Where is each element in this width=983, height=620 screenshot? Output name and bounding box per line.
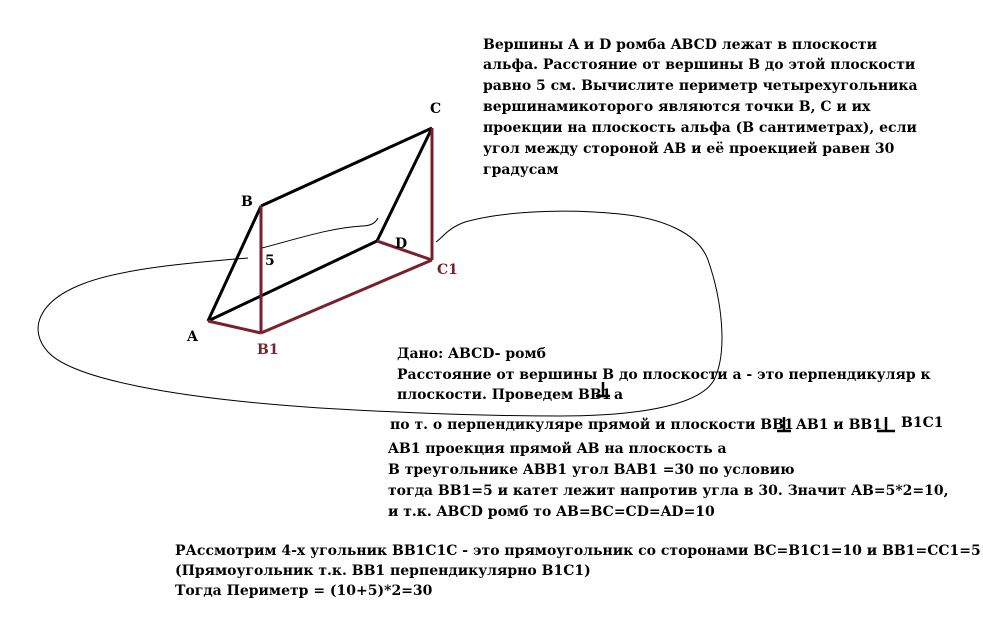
problem-line: угол между стороной AB и её проекцией равен 30 bbox=[483, 141, 895, 157]
edge-CD bbox=[377, 128, 432, 241]
solution-line: a bbox=[614, 387, 624, 403]
conclusion-line: (Прямоугольник т.к. BB1 перпендикулярно B1C1) bbox=[175, 563, 591, 579]
edge-AB bbox=[208, 206, 261, 321]
segment-B1C1 bbox=[261, 260, 432, 333]
solution-line: В треугольнике ABB1 угол BAB1 =30 по условию bbox=[388, 462, 795, 478]
label-D: D bbox=[395, 236, 408, 252]
label-A: A bbox=[187, 329, 198, 345]
solution-line: AB1 проекция прямой AB на плоскость a bbox=[388, 441, 727, 457]
solution-line: плоскости. Проведем BB1 bbox=[397, 387, 612, 403]
label-height-5: 5 bbox=[265, 253, 275, 269]
problem-line: равно 5 см. Вычислите периметр четырехугольника bbox=[483, 78, 918, 94]
solution-line: по т. о перпендикуляре прямой и плоскости BB1 bbox=[390, 417, 794, 433]
problem-line: Вершины A и D ромба ABCD лежат в плоскости bbox=[483, 37, 877, 53]
solution-line: тогда BB1=5 и катет лежит напротив угла в 30. Значит AB=5*2=10, bbox=[388, 483, 949, 499]
solution-line: и т.к. ABCD ромб то AB=BC=CD=AD=10 bbox=[388, 504, 715, 520]
solution-line: AB1 и BB1 bbox=[796, 417, 882, 433]
solution-line: B1C1 bbox=[901, 415, 944, 431]
solution-line: Расстояние от вершины B до плоскости a - это перпендикуляр к bbox=[397, 367, 931, 383]
label-C: C bbox=[430, 101, 442, 117]
conclusion-line: РАссмотрим 4-х угольник BB1C1C - это прямоугольник со сторонами BC=B1C1=10 и BB1=CC1=5 bbox=[175, 543, 981, 559]
problem-line: вершинамикоторого являются точки B, C и их bbox=[483, 99, 871, 115]
conclusion-line: Тогда Периметр = (10+5)*2=30 bbox=[175, 583, 433, 599]
label-B: B bbox=[241, 194, 253, 210]
label-C1: C1 bbox=[437, 262, 458, 278]
problem-line: градусам bbox=[483, 162, 559, 178]
plane-alpha-fold bbox=[262, 218, 378, 248]
segment-AB1 bbox=[208, 321, 261, 333]
edge-BC bbox=[261, 128, 432, 206]
problem-line: проекции на плоскость альфа (В сантиметрах), если bbox=[483, 120, 917, 136]
given-line: Дано: ABCD- ромб bbox=[397, 346, 546, 362]
label-B1: B1 bbox=[257, 342, 279, 358]
edge-DA bbox=[208, 241, 377, 321]
problem-line: альфа. Расстояние от вершины B до этой плоскости bbox=[483, 57, 916, 73]
